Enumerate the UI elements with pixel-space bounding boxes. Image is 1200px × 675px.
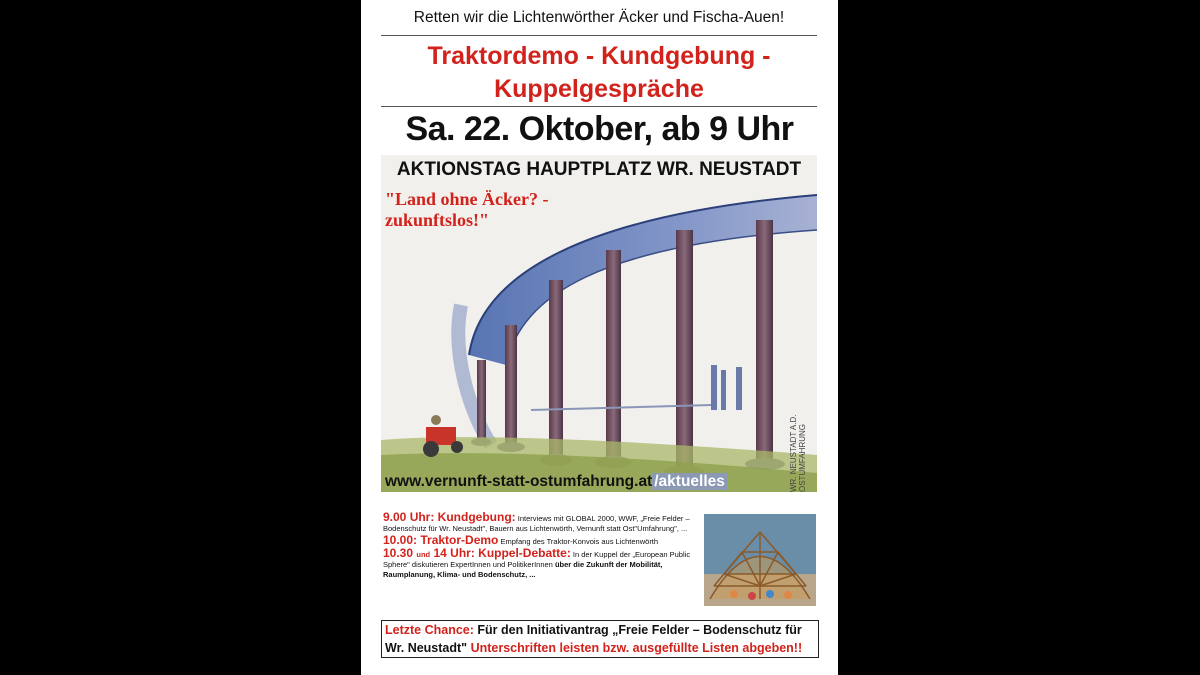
notice-text: Für den Initiativantrag „Freie Felder – Bodenschutz für Wr. Neustadt"	[385, 623, 802, 655]
slogan-line-2: zukunftslos!"	[385, 210, 490, 230]
title-line-2: Kuppelgespräche	[494, 75, 704, 103]
program-text-bold: über die Zukunft der Mobilität, Raumplanung, Klima- und Bodenschutz, ...	[383, 560, 663, 579]
event-date: Sa. 22. Oktober, ab 9 Uhr	[405, 110, 794, 148]
url-main[interactable]: www.vernunft-statt-ostumfahrung.at	[385, 473, 653, 490]
program-text: In der Kuppel der „European Public Sphere" diskutieren ExpertInnen und PolitikerInnen	[383, 550, 691, 569]
program-text: Empfang des Traktor-Konvois aus Lichtenwörth	[500, 537, 659, 546]
website-link[interactable]	[385, 473, 727, 491]
time-und: und	[416, 550, 431, 559]
program-item	[383, 512, 701, 534]
divider	[381, 35, 817, 36]
program-time	[383, 546, 571, 560]
program-text: Interviews mit GLOBAL 2000, WWF, „Freie Felder – Bodenschutz für Wr. Neustadt", Bauern aus Lichtenwörth, Vernunft statt Ost"Umfahrung", ...	[383, 514, 690, 533]
time-a: 10.30	[383, 546, 414, 560]
notice-call: Unterschriften leisten bzw. ausgefüllte Listen abgeben!!	[470, 641, 803, 655]
bridge-illustration	[381, 155, 817, 492]
poster-headline: Retten wir die Lichtenwörther Äcker und Fischa-Auen!	[413, 9, 785, 26]
artist-note: WR. NEUSTADT A.D. OSTUMFAHRUNG	[789, 414, 807, 492]
last-chance-notice	[381, 620, 819, 658]
divider	[381, 106, 817, 107]
dome-photo	[704, 514, 816, 606]
program-time: 10.00: Traktor-Demo	[383, 533, 499, 547]
url-tail[interactable]: /aktuelles	[654, 473, 725, 490]
slogan	[385, 189, 595, 231]
slogan-line-1: "Land ohne Äcker? -	[385, 189, 549, 209]
program-time: 9.00 Uhr: Kundgebung:	[383, 510, 516, 524]
title-line-1: Traktordemo - Kundgebung -	[427, 42, 771, 70]
event-location: AKTIONSTAG HAUPTPLATZ WR. NEUSTADT	[396, 159, 802, 180]
dome-image	[704, 514, 816, 606]
program-item	[383, 548, 701, 580]
notice-label: Letzte Chance:	[385, 623, 474, 637]
poster-title	[381, 40, 817, 106]
program-list	[383, 512, 701, 581]
poster-page	[361, 0, 838, 675]
time-b: 14 Uhr: Kuppel-Debatte:	[433, 546, 571, 560]
